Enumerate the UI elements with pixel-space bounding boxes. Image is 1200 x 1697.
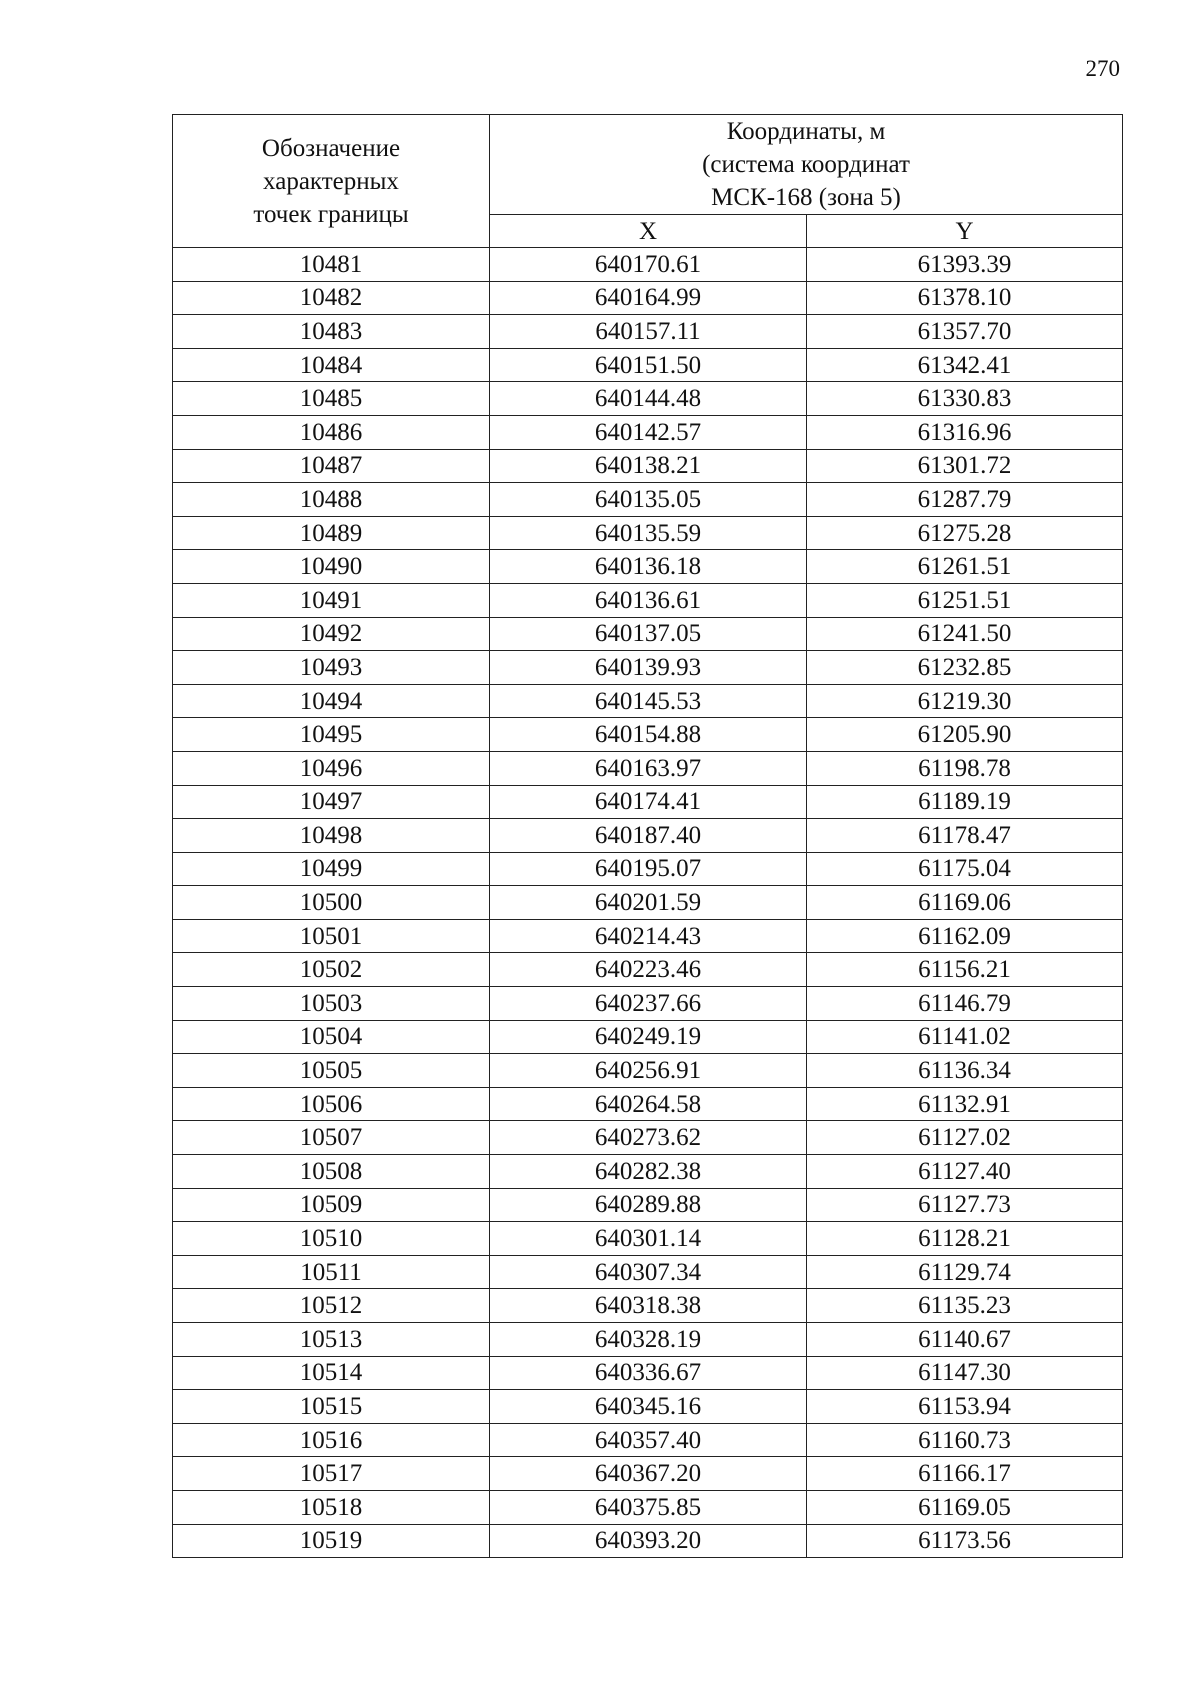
table-row [173,1524,1123,1558]
x-coordinate-cell: 640367.20 [490,1457,807,1491]
x-coordinate-cell: 640249.19 [490,1020,807,1054]
y-coordinate-cell: 61378.10 [807,281,1123,315]
table-row [173,1490,1123,1524]
y-coordinate-cell: 61393.39 [807,248,1123,282]
point-cell: 10487 [173,449,490,483]
coordinates-table [172,114,1123,1558]
table-row [173,1423,1123,1457]
x-coordinate-cell: 640328.19 [490,1323,807,1357]
coord-header-line: Координаты, м [726,118,886,145]
table-row [173,953,1123,987]
y-coordinate-cell: 61178.47 [807,819,1123,853]
point-cell: 10493 [173,651,490,685]
table-row [173,1020,1123,1054]
y-column-header: Y [807,215,1123,248]
y-coordinate-cell: 61275.28 [807,516,1123,550]
x-coordinate-cell: 640144.48 [490,382,807,416]
y-coordinate-cell: 61162.09 [807,919,1123,953]
x-coordinate-cell: 640201.59 [490,886,807,920]
table-row [173,1457,1123,1491]
point-cell: 10502 [173,953,490,987]
point-cell: 10517 [173,1457,490,1491]
y-coordinate-cell: 61129.74 [807,1255,1123,1289]
point-cell: 10497 [173,785,490,819]
table-row [173,382,1123,416]
x-coordinate-cell: 640318.38 [490,1289,807,1323]
x-coordinate-cell: 640139.93 [490,651,807,685]
x-coordinate-cell: 640393.20 [490,1524,807,1558]
y-coordinate-cell: 61127.73 [807,1188,1123,1222]
table-body [173,248,1123,1558]
point-cell: 10507 [173,1121,490,1155]
coordinates-column-header [490,115,1123,215]
point-cell: 10489 [173,516,490,550]
point-cell: 10506 [173,1087,490,1121]
x-coordinate-cell: 640223.46 [490,953,807,987]
x-coordinate-cell: 640163.97 [490,751,807,785]
y-coordinate-cell: 61147.30 [807,1356,1123,1390]
point-cell: 10518 [173,1490,490,1524]
point-cell: 10485 [173,382,490,416]
y-coordinate-cell: 61219.30 [807,684,1123,718]
x-coordinate-cell: 640256.91 [490,1054,807,1088]
table-row [173,1289,1123,1323]
table-row [173,718,1123,752]
y-coordinate-cell: 61141.02 [807,1020,1123,1054]
x-coordinate-cell: 640136.61 [490,583,807,617]
y-coordinate-cell: 61357.70 [807,315,1123,349]
point-cell: 10513 [173,1323,490,1357]
point-cell: 10510 [173,1222,490,1256]
table-row [173,1222,1123,1256]
x-coordinate-cell: 640138.21 [490,449,807,483]
point-cell: 10488 [173,483,490,517]
y-coordinate-cell: 61153.94 [807,1390,1123,1424]
point-cell: 10482 [173,281,490,315]
table-row [173,483,1123,517]
y-coordinate-cell: 61128.21 [807,1222,1123,1256]
table-row [173,449,1123,483]
y-coordinate-cell: 61160.73 [807,1423,1123,1457]
point-cell: 10483 [173,315,490,349]
x-coordinate-cell: 640135.59 [490,516,807,550]
point-cell: 10508 [173,1155,490,1189]
point-cell: 10495 [173,718,490,752]
table-row [173,415,1123,449]
table-row [173,348,1123,382]
x-coordinate-cell: 640273.62 [490,1121,807,1155]
table-row [173,550,1123,584]
y-coordinate-cell: 61135.23 [807,1289,1123,1323]
point-cell: 10481 [173,248,490,282]
x-coordinate-cell: 640135.05 [490,483,807,517]
y-coordinate-cell: 61287.79 [807,483,1123,517]
y-coordinate-cell: 61330.83 [807,382,1123,416]
page-number: 270 [1085,56,1120,81]
point-cell: 10503 [173,987,490,1021]
y-coordinate-cell: 61169.06 [807,886,1123,920]
y-coordinate-cell: 61166.17 [807,1457,1123,1491]
point-cell: 10516 [173,1423,490,1457]
x-coordinate-cell: 640289.88 [490,1188,807,1222]
point-cell: 10490 [173,550,490,584]
table-row [173,819,1123,853]
x-coordinate-cell: 640237.66 [490,987,807,1021]
y-coordinate-cell: 61189.19 [807,785,1123,819]
y-coordinate-cell: 61146.79 [807,987,1123,1021]
x-coordinate-cell: 640154.88 [490,718,807,752]
table-row [173,886,1123,920]
point-cell: 10515 [173,1390,490,1424]
table-row [173,516,1123,550]
x-coordinate-cell: 640195.07 [490,852,807,886]
x-column-header: X [490,215,807,248]
table-row [173,987,1123,1021]
x-coordinate-cell: 640336.67 [490,1356,807,1390]
y-coordinate-cell: 61241.50 [807,617,1123,651]
table-row [173,583,1123,617]
y-coordinate-cell: 61140.67 [807,1323,1123,1357]
x-coordinate-cell: 640170.61 [490,248,807,282]
table-row [173,1087,1123,1121]
point-cell: 10496 [173,751,490,785]
table-row [173,315,1123,349]
point-header-line: точек границы [253,200,409,228]
coord-header-line: (система координат [702,151,910,178]
point-cell: 10504 [173,1020,490,1054]
x-coordinate-cell: 640214.43 [490,919,807,953]
table-row [173,1356,1123,1390]
y-coordinate-cell: 61132.91 [807,1087,1123,1121]
y-coordinate-cell: 61205.90 [807,718,1123,752]
table-row [173,1121,1123,1155]
table-row [173,617,1123,651]
y-coordinate-cell: 61175.04 [807,852,1123,886]
point-header-line: Обозначение [261,134,401,162]
x-coordinate-cell: 640301.14 [490,1222,807,1256]
point-column-header [173,115,490,248]
point-cell: 10514 [173,1356,490,1390]
table-row [173,1188,1123,1222]
point-header-line: характерных [263,167,399,195]
table-row [173,1054,1123,1088]
point-cell: 10519 [173,1524,490,1558]
table-row [173,1255,1123,1289]
point-cell: 10492 [173,617,490,651]
table-row [173,651,1123,685]
x-coordinate-cell: 640137.05 [490,617,807,651]
x-coordinate-cell: 640357.40 [490,1423,807,1457]
y-coordinate-cell: 61127.40 [807,1155,1123,1189]
y-coordinate-cell: 61301.72 [807,449,1123,483]
point-cell: 10511 [173,1255,490,1289]
x-coordinate-cell: 640375.85 [490,1490,807,1524]
y-coordinate-cell: 61173.56 [807,1524,1123,1558]
point-cell: 10505 [173,1054,490,1088]
table-row [173,1390,1123,1424]
point-cell: 10491 [173,583,490,617]
y-coordinate-cell: 61169.05 [807,1490,1123,1524]
y-coordinate-cell: 61127.02 [807,1121,1123,1155]
table-row [173,1155,1123,1189]
table-row [173,785,1123,819]
y-coordinate-cell: 61156.21 [807,953,1123,987]
x-coordinate-cell: 640282.38 [490,1155,807,1189]
y-coordinate-cell: 61198.78 [807,751,1123,785]
point-cell: 10512 [173,1289,490,1323]
x-coordinate-cell: 640142.57 [490,415,807,449]
x-coordinate-cell: 640345.16 [490,1390,807,1424]
point-cell: 10484 [173,348,490,382]
point-cell: 10486 [173,415,490,449]
x-coordinate-cell: 640264.58 [490,1087,807,1121]
header-row [173,115,1123,215]
table-header [173,115,1123,248]
y-coordinate-cell: 61261.51 [807,550,1123,584]
x-coordinate-cell: 640187.40 [490,819,807,853]
table-row [173,751,1123,785]
table-row [173,919,1123,953]
x-coordinate-cell: 640164.99 [490,281,807,315]
x-coordinate-cell: 640151.50 [490,348,807,382]
y-coordinate-cell: 61316.96 [807,415,1123,449]
point-cell: 10509 [173,1188,490,1222]
y-coordinate-cell: 61342.41 [807,348,1123,382]
x-coordinate-cell: 640174.41 [490,785,807,819]
x-coordinate-cell: 640157.11 [490,315,807,349]
point-cell: 10501 [173,919,490,953]
point-cell: 10498 [173,819,490,853]
table-row [173,852,1123,886]
table-row [173,281,1123,315]
x-coordinate-cell: 640145.53 [490,684,807,718]
table-row [173,684,1123,718]
y-coordinate-cell: 61251.51 [807,583,1123,617]
table-row [173,248,1123,282]
x-coordinate-cell: 640136.18 [490,550,807,584]
coord-header-line: МСК-168 (зона 5) [711,184,901,211]
table-row [173,1323,1123,1357]
point-cell: 10494 [173,684,490,718]
y-coordinate-cell: 61136.34 [807,1054,1123,1088]
point-cell: 10500 [173,886,490,920]
point-cell: 10499 [173,852,490,886]
x-coordinate-cell: 640307.34 [490,1255,807,1289]
y-coordinate-cell: 61232.85 [807,651,1123,685]
